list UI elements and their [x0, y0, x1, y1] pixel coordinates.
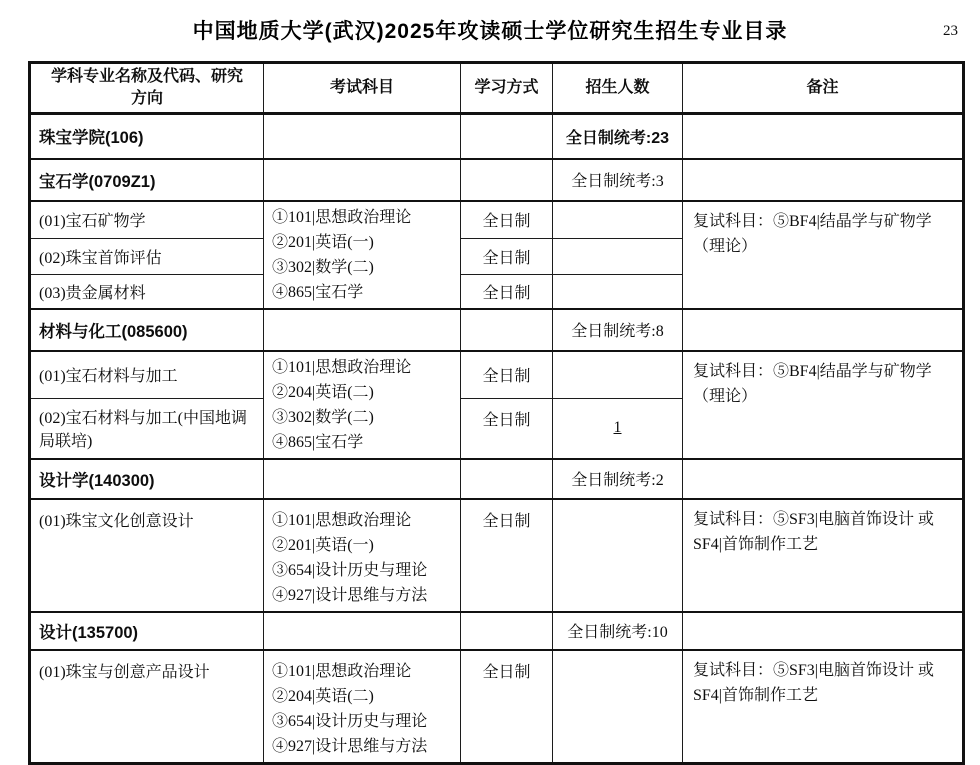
- mode-cell: 全日制: [461, 201, 553, 239]
- column-header-major: [30, 63, 264, 114]
- mode-cell-empty: [461, 159, 553, 201]
- mode-cell-empty: [461, 309, 553, 351]
- subject-line: ④865|宝石学: [272, 283, 364, 301]
- mode-cell: 全日制: [461, 499, 553, 612]
- enrollment-cell: 全日制统考:23: [553, 114, 683, 159]
- subject-line: ③654|设计历史与理论: [272, 712, 428, 730]
- subjects-cell-empty: [264, 612, 461, 650]
- page-number: 23: [943, 23, 958, 39]
- remark-cell-empty: [683, 459, 964, 499]
- subjects-cell: [264, 351, 461, 459]
- mode-cell: 全日制: [461, 275, 553, 309]
- enrollment-cell: [553, 499, 683, 612]
- direction-name: (02)宝石材料与加工(中国地调局联培): [30, 398, 264, 458]
- column-header-remark: 备注: [683, 63, 964, 114]
- subject-line: ②204|英语(二): [272, 383, 374, 401]
- remark-cell: 复试科目：⑤SF3|电脑首饰设计 或SF4|首饰制作工艺: [683, 650, 964, 764]
- column-header-mode: 学习方式: [461, 63, 553, 114]
- direction-row: [30, 650, 964, 764]
- direction-name: (01)宝石矿物学: [30, 201, 264, 239]
- remark-cell: 复试科目：⑤BF4|结晶学与矿物学（理论）: [683, 351, 964, 459]
- direction-row: [30, 499, 964, 612]
- column-header-major-line1: 学科专业名称及代码、研究: [50, 68, 243, 85]
- column-header-enrollment: 招生人数: [553, 63, 683, 114]
- enrollment-cell: [553, 275, 683, 309]
- subjects-cell: [264, 499, 461, 612]
- section-name: 设计学(140300): [30, 459, 264, 499]
- column-header-subjects: 考试科目: [264, 63, 461, 114]
- subject-line: ③302|数学(二): [272, 258, 374, 276]
- page-title: 中国地质大学(武汉)2025年攻读硕士学位研究生招生专业目录: [192, 20, 788, 43]
- enrollment-cell: 全日制统考:8: [553, 309, 683, 351]
- remark-cell-empty: [683, 159, 964, 201]
- subject-line: ①101|思想政治理论: [272, 358, 412, 376]
- direction-name: (01)珠宝与创意产品设计: [30, 650, 264, 764]
- header-row: [30, 63, 964, 114]
- subject-line: ①101|思想政治理论: [272, 511, 412, 529]
- mode-cell: 全日制: [461, 351, 553, 399]
- enrollment-cell: 全日制统考:3: [553, 159, 683, 201]
- section-row-design: [30, 612, 964, 650]
- mode-cell-empty: [461, 459, 553, 499]
- remark-cell: 复试科目：⑤BF4|结晶学与矿物学（理论）: [683, 201, 964, 309]
- subjects-cell: [264, 201, 461, 309]
- subjects-cell-empty: [264, 309, 461, 351]
- enrollment-cell: [553, 201, 683, 239]
- remark-cell-empty: [683, 309, 964, 351]
- subject-line: ④865|宝石学: [272, 433, 364, 451]
- section-row-design-science: [30, 459, 964, 499]
- subject-line: ④927|设计思维与方法: [272, 586, 428, 604]
- section-name: 材料与化工(085600): [30, 309, 264, 351]
- direction-name: (02)珠宝首饰评估: [30, 239, 264, 275]
- column-header-major-line2: 方向: [130, 90, 163, 107]
- enrollment-value: 1: [613, 419, 622, 437]
- subject-line: ②201|英语(一): [272, 233, 374, 251]
- enrollment-cell: [553, 239, 683, 275]
- remark-cell: 复试科目：⑤SF3|电脑首饰设计 或SF4|首饰制作工艺: [683, 499, 964, 612]
- remark-cell-empty: [683, 114, 964, 159]
- enrollment-cell: [553, 650, 683, 764]
- table-header: [30, 63, 964, 114]
- subjects-cell-empty: [264, 114, 461, 159]
- section-row-materials: [30, 309, 964, 351]
- subject-line: ④927|设计思维与方法: [272, 737, 428, 755]
- enrollment-cell: [553, 351, 683, 399]
- section-name: 珠宝学院(106): [30, 114, 264, 159]
- subject-line: ②201|英语(一): [272, 536, 374, 554]
- subject-line: ③654|设计历史与理论: [272, 561, 428, 579]
- mode-cell-empty: [461, 612, 553, 650]
- direction-row: [30, 201, 964, 239]
- remark-cell-empty: [683, 612, 964, 650]
- section-name: 设计(135700): [30, 612, 264, 650]
- direction-row: [30, 351, 964, 399]
- mode-cell: 全日制: [461, 398, 553, 458]
- mode-cell-empty: [461, 114, 553, 159]
- admissions-catalog-table: [28, 61, 965, 765]
- section-name: 宝石学(0709Z1): [30, 159, 264, 201]
- subject-line: ②204|英语(二): [272, 687, 374, 705]
- subjects-cell-empty: [264, 159, 461, 201]
- enrollment-cell: 全日制统考:2: [553, 459, 683, 499]
- mode-cell: 全日制: [461, 239, 553, 275]
- subject-line: ①101|思想政治理论: [272, 662, 412, 680]
- direction-name: (01)珠宝文化创意设计: [30, 499, 264, 612]
- direction-name: (03)贵金属材料: [30, 275, 264, 309]
- subjects-cell-empty: [264, 459, 461, 499]
- mode-cell: 全日制: [461, 650, 553, 764]
- section-row-gemology: [30, 159, 964, 201]
- enrollment-cell: 全日制统考:10: [553, 612, 683, 650]
- enrollment-cell: [553, 398, 683, 458]
- section-row-college: [30, 114, 964, 159]
- subject-line: ①101|思想政治理论: [272, 208, 412, 226]
- subject-line: ③302|数学(二): [272, 408, 374, 426]
- subjects-cell: [264, 650, 461, 764]
- direction-name: (01)宝石材料与加工: [30, 351, 264, 399]
